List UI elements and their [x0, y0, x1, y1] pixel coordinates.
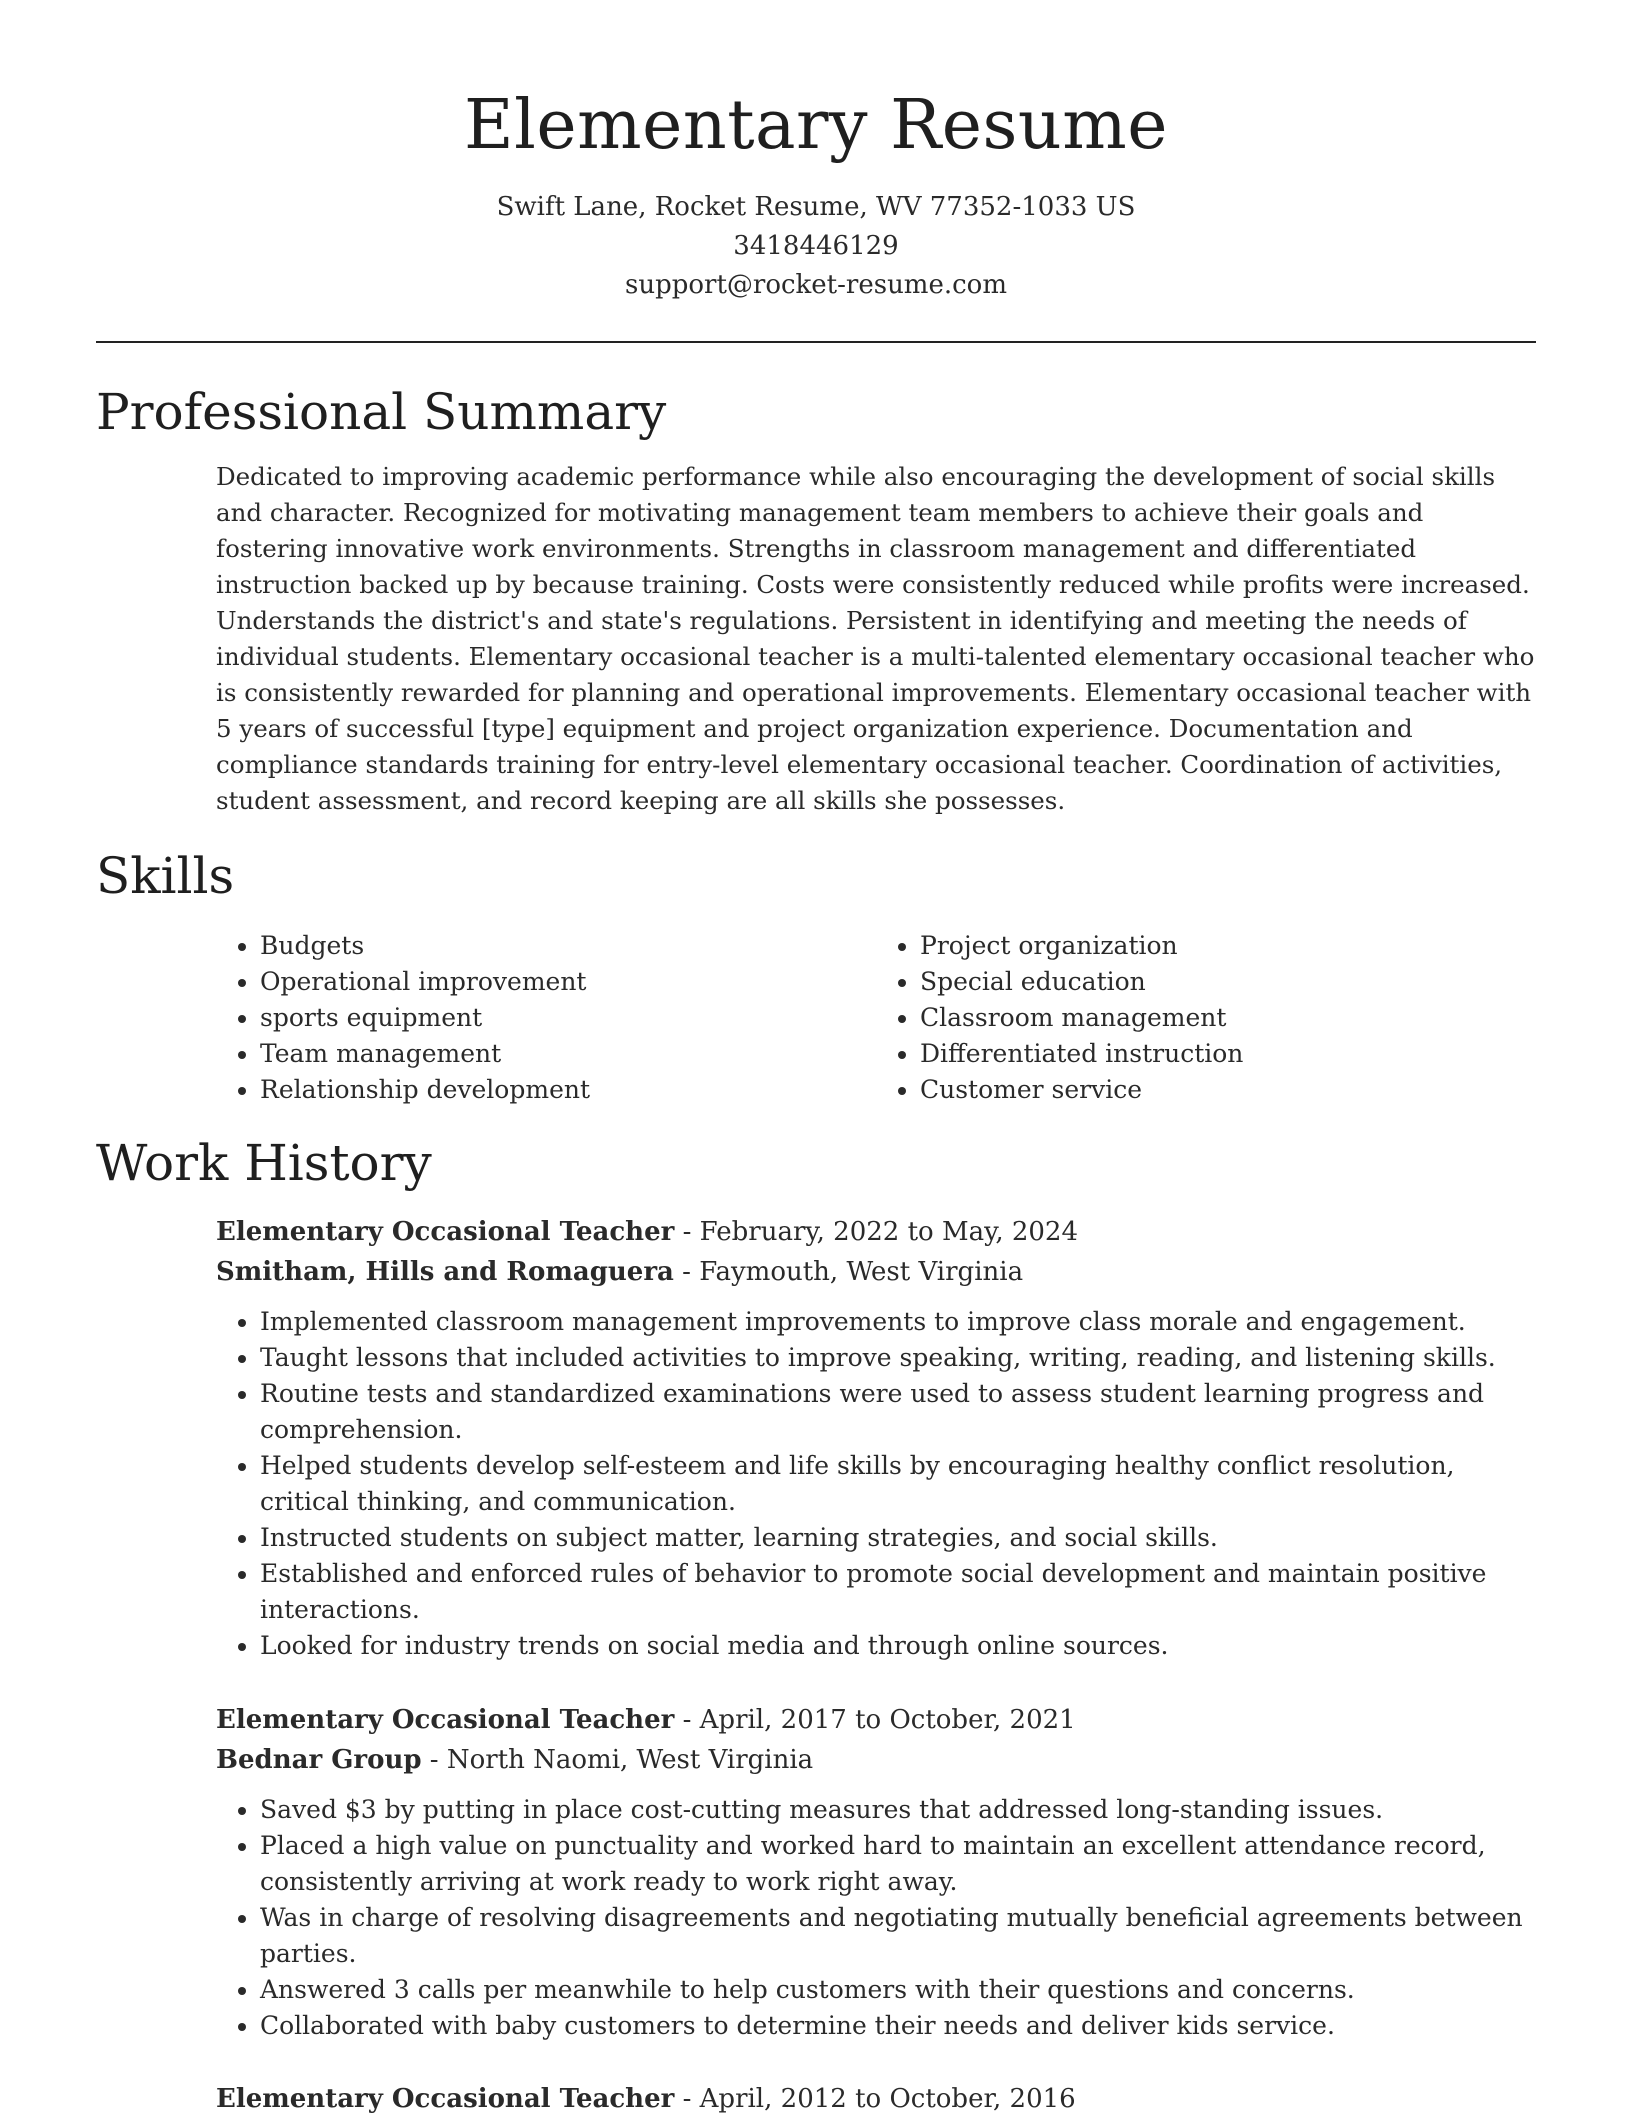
- job-dates: - February, 2022 to May, 2024: [674, 1217, 1079, 1247]
- header-divider: [96, 341, 1536, 343]
- skill-item: • Classroom management: [920, 1000, 1536, 1036]
- skills-column-left: [216, 928, 876, 1108]
- duty-item: • Looked for industry trends on social media and through online sources.: [260, 1628, 1536, 1664]
- summary-heading: Professional Summary: [96, 383, 667, 441]
- phone: 3418446129: [733, 231, 899, 261]
- skills-column-right: [876, 928, 1536, 1108]
- duty-item: • Routine tests and standardized examinations were used to assess student learning progress and comprehension.: [260, 1376, 1536, 1448]
- summary-text: Dedicated to improving academic performance while also encouraging the development of social skills and character. Recognized for motivating management team members to achieve their goals and fostering innovative work environments. Strengths in classroom management and differentiated instruction backed up by because training. Costs were consistently reduced while profits were increased. Understands the district's and state's regulations. Persistent in identifying and meeting the needs of individual students. Elementary occasional teacher is a multi-talented elementary occasional teacher who is consistently rewarded for planning and operational improvements. Elementary occasional teacher with 5 years of successful [type] equipment and project organization experience. Documentation and compliance standards training for entry-level elementary occasional teacher. Coordination of activities, student assessment, and record keeping are all skills she possesses.: [216, 462, 1535, 815]
- duty-item: • Placed a high value on punctuality and worked hard to maintain an excellent attendance record, consistently arriving at work ready to work right away.: [260, 1828, 1536, 1900]
- skill-item: • Relationship development: [260, 1072, 876, 1108]
- company-line: [216, 1252, 1536, 1292]
- job-duties: [216, 1792, 1536, 2044]
- address: Swift Lane, Rocket Resume, WV 77352-1033 US: [496, 192, 1136, 222]
- job-title-line: [216, 1700, 1536, 1740]
- job-location: - Faymouth, West Virginia: [673, 1257, 1024, 1287]
- job-title-line: [216, 1212, 1536, 1252]
- duty-item: • Taught lessons that included activities to improve speaking, writing, reading, and listening skills.: [260, 1340, 1536, 1376]
- job-duties: [216, 1304, 1536, 1664]
- skill-item: • Differentiated instruction: [920, 1036, 1536, 1072]
- work-history-heading: Work History: [96, 1134, 432, 1192]
- skill-item: • sports equipment: [260, 1000, 876, 1036]
- skill-item: • Operational improvement: [260, 964, 876, 1000]
- skill-item: • Customer service: [920, 1072, 1536, 1108]
- job-title: Elementary Occasional Teacher: [216, 2084, 675, 2114]
- job-dates: - April, 2017 to October, 2021: [674, 1705, 1076, 1735]
- job-title-line: [216, 2079, 1536, 2119]
- job-entry: [216, 2079, 1536, 2119]
- duty-item: • Helped students develop self-esteem and life skills by encouraging healthy conflict resolution, critical thinking, and communication.: [260, 1448, 1536, 1520]
- resume-header: [96, 0, 1536, 305]
- skill-item: • Team management: [260, 1036, 876, 1072]
- skill-item: • Budgets: [260, 928, 876, 964]
- contact-info: [96, 188, 1536, 305]
- resume-page: [96, 0, 1536, 2114]
- duty-item: • Answered 3 calls per meanwhile to help customers with their questions and concerns.: [260, 1972, 1536, 2008]
- job-dates: - April, 2012 to October, 2016: [674, 2084, 1076, 2114]
- job-title: Elementary Occasional Teacher: [216, 1217, 675, 1247]
- job-entry: [216, 1212, 1536, 1664]
- job-location: - North Naomi, West Virginia: [421, 1745, 814, 1775]
- duty-item: • Collaborated with baby customers to determine their needs and deliver kids service.: [260, 2008, 1536, 2044]
- skill-item: • Special education: [920, 964, 1536, 1000]
- company-name: Bednar Group: [216, 1745, 422, 1775]
- duty-item: • Implemented classroom management improvements to improve class morale and engagement.: [260, 1304, 1536, 1340]
- skills-heading: Skills: [96, 847, 235, 905]
- email: support@rocket-resume.com: [624, 270, 1007, 300]
- skill-item: • Project organization: [920, 928, 1536, 964]
- duty-item: • Was in charge of resolving disagreements and negotiating mutually beneficial agreements between parties.: [260, 1900, 1536, 1972]
- company-line: [216, 1740, 1536, 1780]
- company-name: Smitham, Hills and Romaguera: [216, 1257, 674, 1287]
- job-title: Elementary Occasional Teacher: [216, 1705, 675, 1735]
- duty-item: • Instructed students on subject matter, learning strategies, and social skills.: [260, 1520, 1536, 1556]
- job-entry: [216, 1700, 1536, 2044]
- candidate-name: Elementary Resume: [464, 86, 1168, 165]
- duty-item: • Saved $3 by putting in place cost-cutting measures that addressed long-standing issues.: [260, 1792, 1536, 1828]
- skills-list: [216, 928, 1536, 1108]
- duty-item: • Established and enforced rules of behavior to promote social development and maintain positive interactions.: [260, 1556, 1536, 1628]
